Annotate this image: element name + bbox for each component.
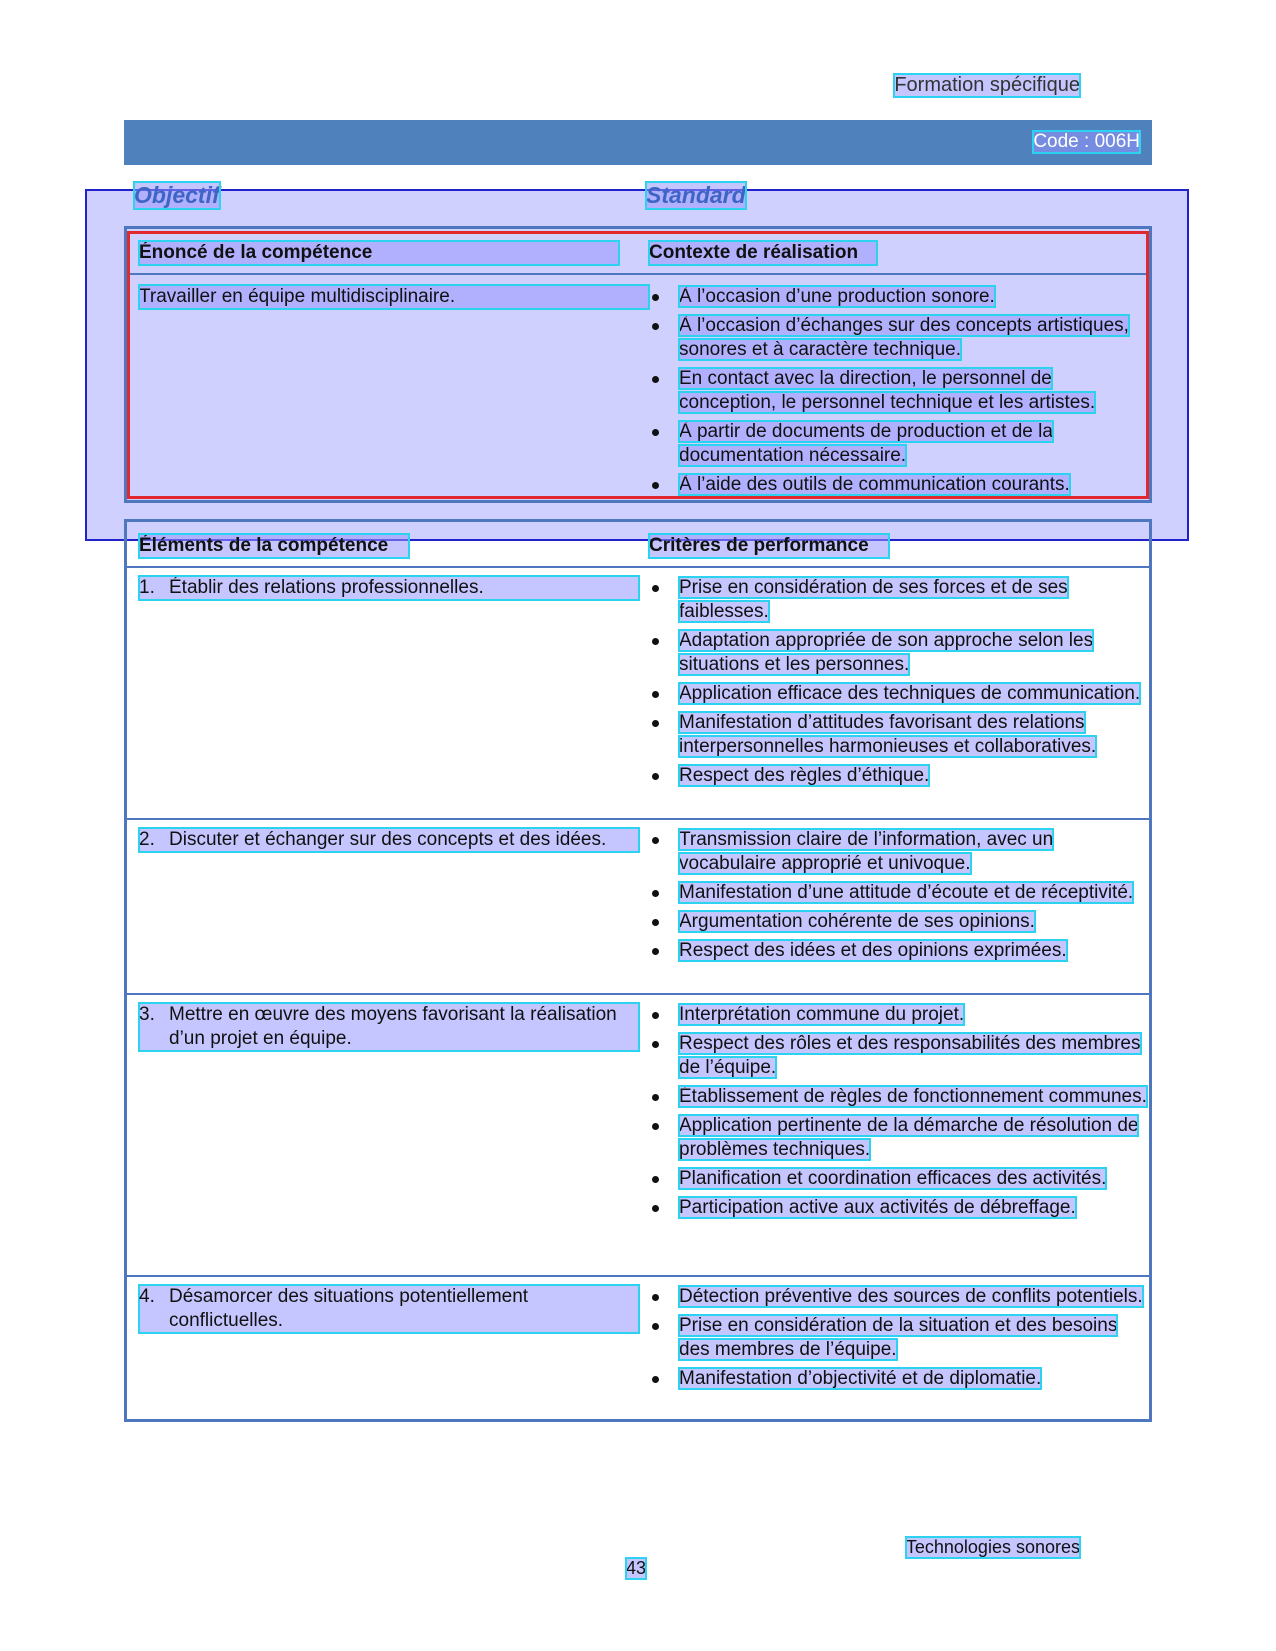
row-number: 1. — [139, 577, 155, 598]
list-item-text: À l’occasion d’une production sonore. — [679, 286, 995, 307]
header-band — [124, 120, 1152, 165]
bullet-icon — [652, 1012, 659, 1019]
element-text: Établir des relations professionnelles. — [169, 577, 484, 598]
row-number: 4. — [139, 1286, 155, 1307]
list-item-text: Transmission claire de l’information, avec un vocabulaire approprié et univoque. — [679, 829, 1054, 874]
list-item — [649, 764, 1149, 788]
list-item — [649, 1314, 1149, 1362]
list-item-text: À l’occasion d’échanges sur des concepts artistiques, sonores et à caractère technique. — [679, 315, 1129, 360]
list-item — [649, 1367, 1149, 1391]
row-number: 3. — [139, 1004, 155, 1025]
code-label: Code : 006H — [1033, 131, 1140, 152]
list-item-text: Prise en considération de ses forces et de ses faiblesses. — [679, 577, 1068, 622]
list-item-text: Argumentation cohérente de ses opinions. — [679, 911, 1035, 932]
list-item — [649, 828, 1149, 876]
list-item — [649, 576, 1149, 624]
bullet-icon — [652, 1176, 659, 1183]
table-row — [139, 828, 639, 852]
list-item — [649, 1285, 1149, 1309]
list-item-text: Manifestation d’une attitude d’écoute et de réceptivité. — [679, 882, 1134, 903]
criteres-header: Critères de performance — [649, 534, 889, 558]
bullet-icon — [652, 890, 659, 897]
bullet-icon — [652, 1205, 659, 1212]
list-item-text: À partir de documents de production et de la documentation nécessaire. — [679, 421, 1053, 466]
list-item — [649, 682, 1149, 706]
table-divider — [127, 566, 1149, 568]
elements-header: Éléments de la compétence — [139, 534, 409, 558]
list-item-text: Planification et coordination efficaces des activités. — [679, 1168, 1107, 1189]
enonce-text: Travailler en équipe multidisciplinaire. — [139, 285, 649, 309]
list-item — [649, 881, 1149, 905]
list-item — [649, 1032, 1149, 1080]
list-item-text: Respect des règles d’éthique. — [679, 765, 930, 786]
list-item-text: Détection préventive des sources de conflits potentiels. — [679, 1286, 1143, 1307]
standard-title: Standard — [646, 182, 746, 208]
bullet-icon — [652, 1294, 659, 1301]
bullet-icon — [652, 919, 659, 926]
bullet-icon — [652, 773, 659, 780]
list-item — [649, 1196, 1149, 1220]
list-item-text: Adaptation appropriée de son approche selon les situations et les personnes. — [679, 630, 1094, 675]
bullet-icon — [652, 1323, 659, 1330]
objectif-title: Objectif — [134, 182, 220, 208]
table-row — [139, 576, 639, 600]
enonce-header: Énoncé de la compétence — [139, 241, 619, 265]
list-item-text: Application efficace des techniques de communication. — [679, 683, 1141, 704]
list-item — [649, 939, 1149, 963]
criteres-list — [649, 828, 1149, 968]
table-divider — [127, 1275, 1149, 1277]
list-item-text: Manifestation d’attitudes favorisant des relations interpersonnelles harmonieuses et collaboratives. — [679, 712, 1097, 757]
element-text: Mettre en œuvre des moyens favorisant la réalisation d’un projet en équipe. — [169, 1004, 617, 1049]
list-item-text: Respect des idées et des opinions exprimées. — [679, 940, 1067, 961]
bullet-icon — [652, 837, 659, 844]
bullet-icon — [652, 638, 659, 645]
bullet-icon — [652, 691, 659, 698]
list-item-text: Interprétation commune du projet. — [679, 1004, 965, 1025]
element-text: Désamorcer des situations potentiellement conflictuelles. — [169, 1286, 529, 1331]
table-divider — [127, 993, 1149, 995]
list-item-text: Respect des rôles et des responsabilités des membres de l’équipe. — [679, 1033, 1141, 1078]
list-item — [649, 1085, 1149, 1109]
bullet-icon — [652, 1094, 659, 1101]
criteres-table — [124, 519, 1152, 1422]
row-number: 2. — [139, 829, 155, 850]
list-item — [649, 1114, 1149, 1162]
page-number: 43 — [626, 1558, 647, 1578]
bullet-icon — [652, 1041, 659, 1048]
bullet-icon — [652, 585, 659, 592]
contexte-header: Contexte de réalisation — [649, 241, 877, 265]
list-item-text: À l’aide des outils de communication courants. — [679, 474, 1070, 495]
bullet-icon — [652, 1123, 659, 1130]
list-item — [649, 629, 1149, 677]
header-label: Formation spécifique — [894, 74, 1080, 96]
bullet-icon — [652, 720, 659, 727]
table-row — [139, 1285, 639, 1333]
bullet-icon — [652, 948, 659, 955]
list-item — [649, 711, 1149, 759]
list-item-text: Manifestation d’objectivité et de diplomatie. — [679, 1368, 1042, 1389]
selected-region — [127, 231, 1149, 499]
list-item-text: Établissement de règles de fonctionnement communes. — [679, 1086, 1147, 1107]
list-item — [649, 910, 1149, 934]
list-item — [649, 1003, 1149, 1027]
list-item-text: En contact avec la direction, le personnel de conception, le personnel technique et les artistes. — [679, 368, 1096, 413]
table-row — [139, 1003, 639, 1051]
list-item-text: Prise en considération de la situation et des besoins des membres de l’équipe. — [679, 1315, 1118, 1360]
element-text: Discuter et échanger sur des concepts et des idées. — [169, 829, 607, 850]
criteres-list — [649, 576, 1149, 793]
footer-label: Technologies sonores — [905, 1537, 1080, 1557]
list-item-text: Participation active aux activités de débreffage. — [679, 1197, 1076, 1218]
bullet-icon — [652, 1376, 659, 1383]
criteres-list — [649, 1285, 1149, 1396]
list-item-text: Application pertinente de la démarche de résolution de problèmes techniques. — [679, 1115, 1139, 1160]
criteres-list — [649, 1003, 1149, 1225]
list-item — [649, 1167, 1149, 1191]
table-divider — [127, 818, 1149, 820]
